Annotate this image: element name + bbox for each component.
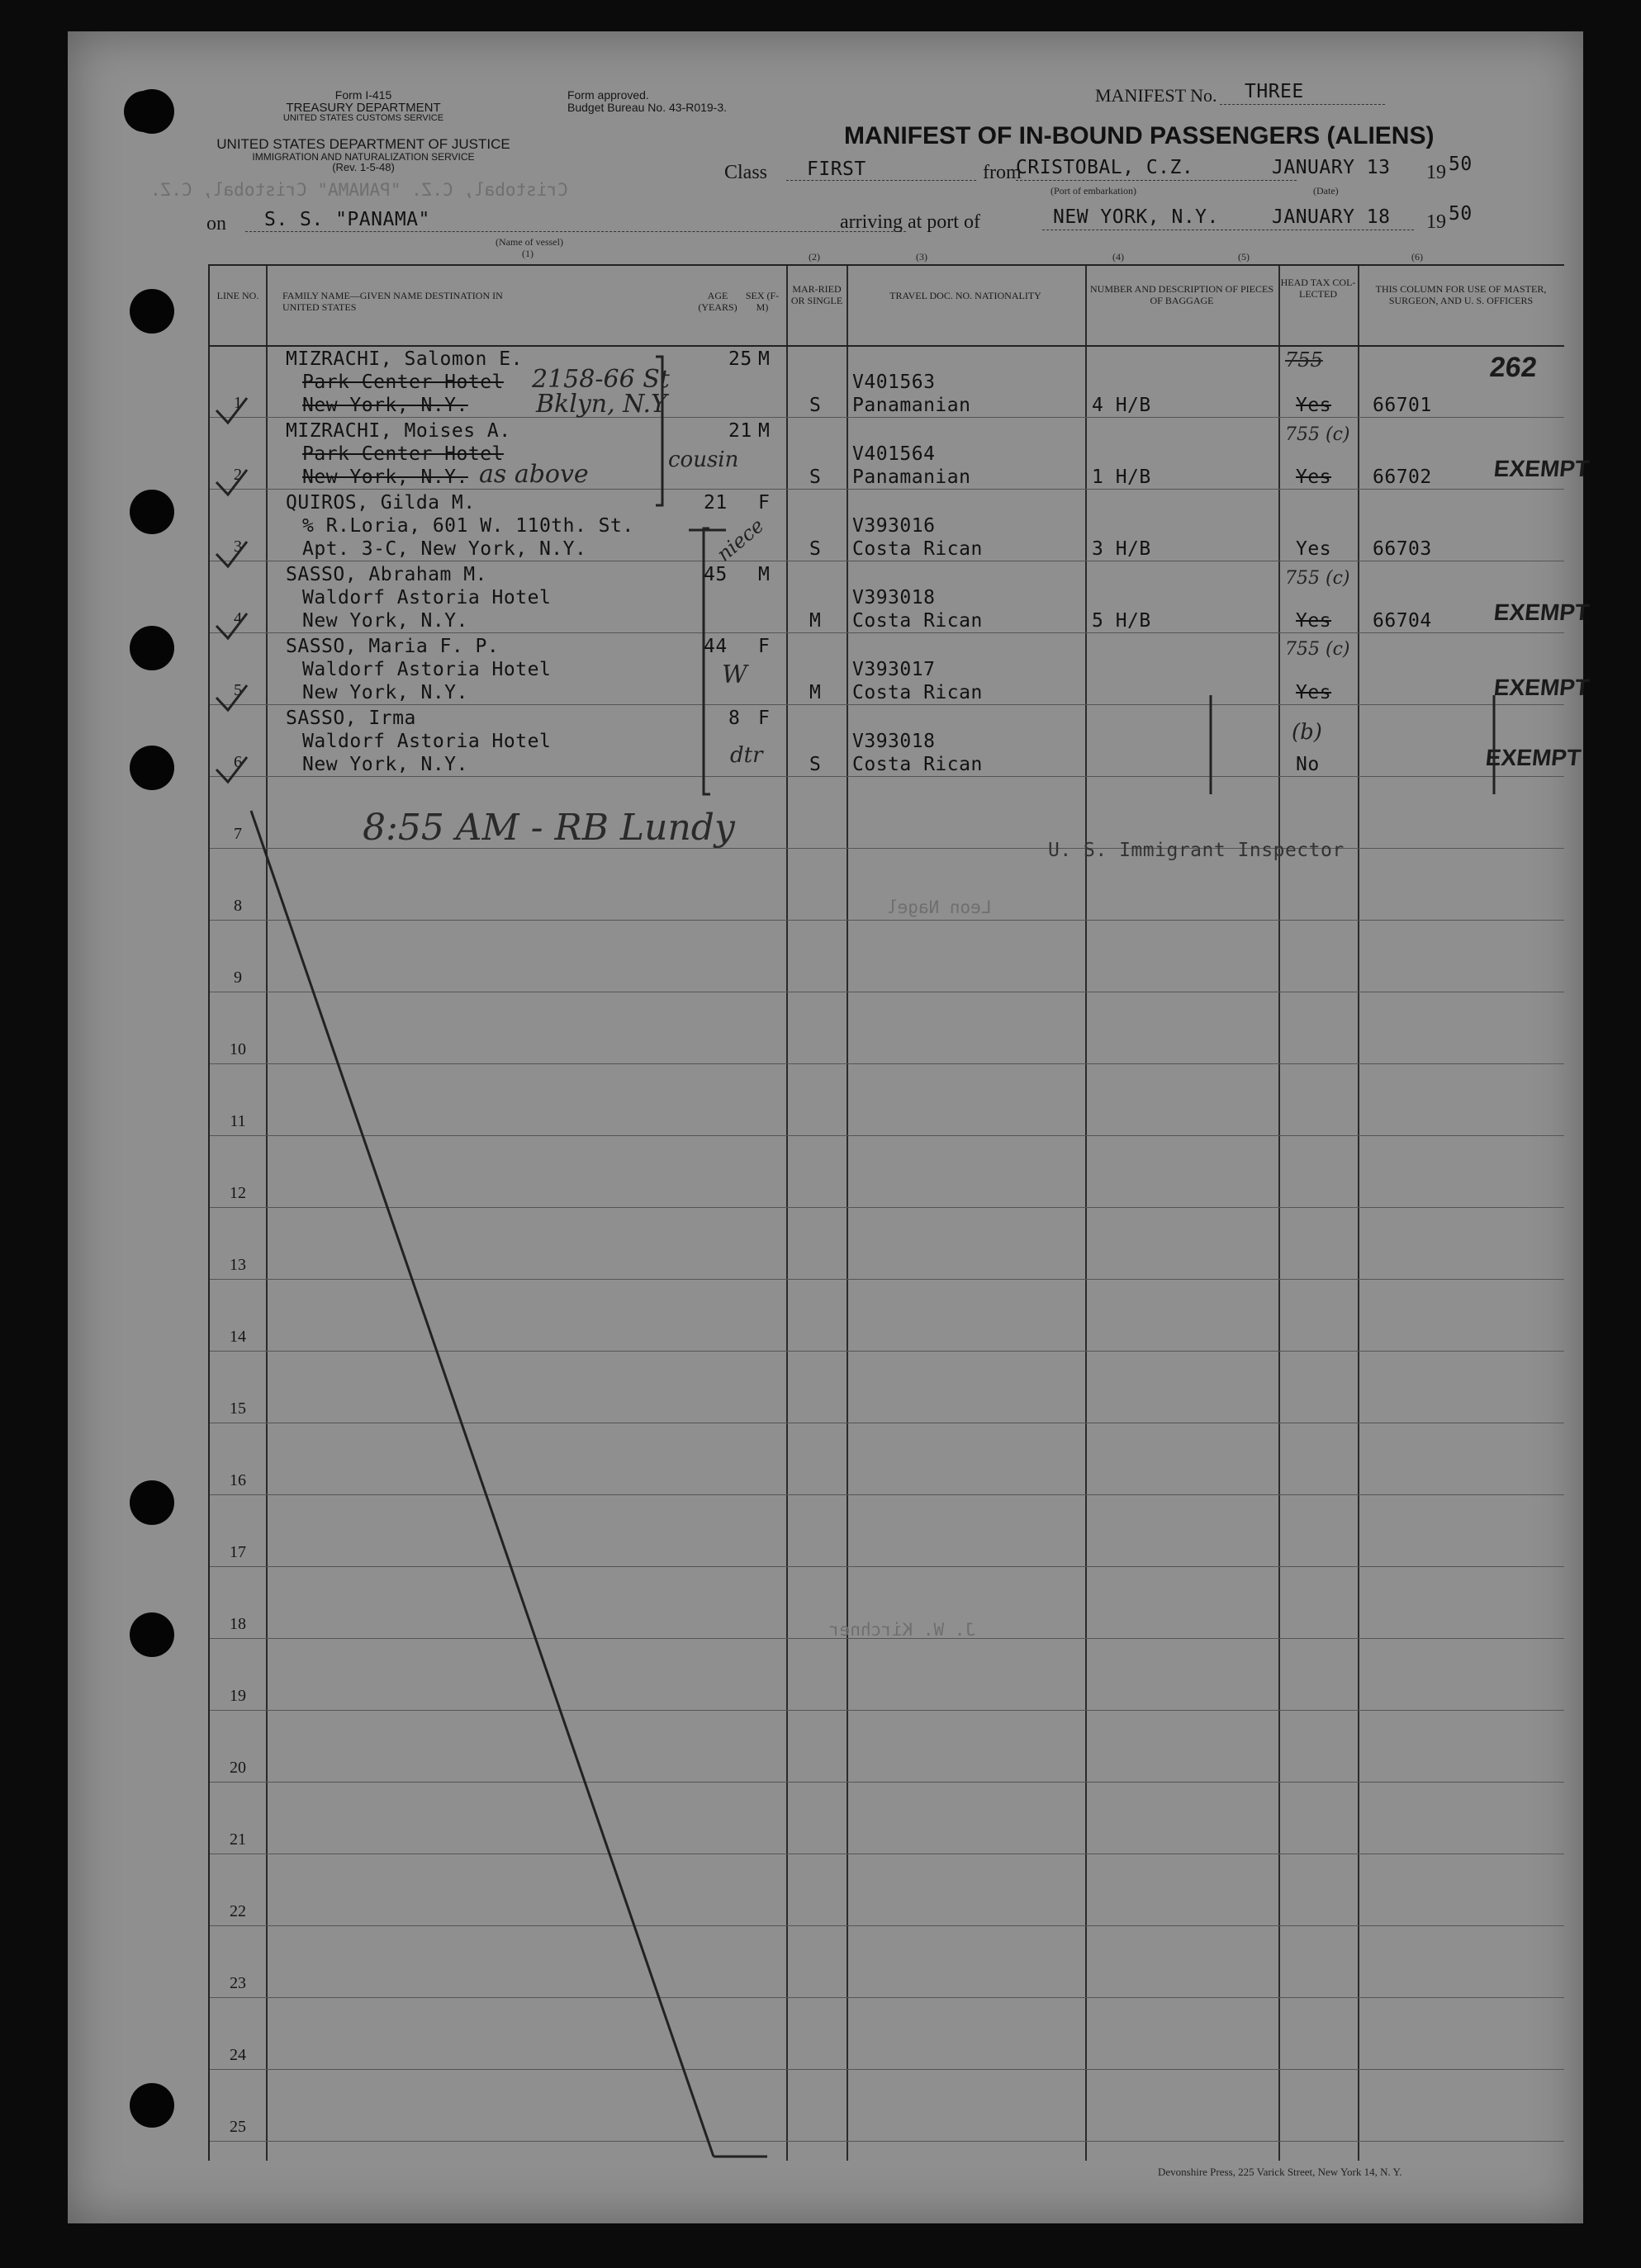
passenger-age: 25 [728,348,752,370]
passenger-baggage: 1 H/B [1092,466,1151,488]
passenger-age: 45 [704,564,728,585]
vessel-name: S. S. "PANAMA" [264,209,430,230]
line-number: 3 [234,537,242,556]
line-number: 21 [230,1830,246,1849]
row-rule [210,1710,1564,1711]
line-number: 25 [230,2118,246,2136]
vessel-rule [245,231,906,232]
col-divider [1278,266,1280,2161]
exempt-stamp: EXEMPT [1492,456,1591,481]
arriving-label: arriving at port of [840,211,980,233]
passenger-table [208,251,1591,2161]
line-number: 1 [234,394,242,412]
col-header-travel-doc: TRAVEL DOC. NO. NATIONALITY [889,290,1041,301]
vessel-col-number: (1) [522,248,534,259]
line-number: 22 [230,1902,246,1920]
handwritten-address: 2158-66 St [532,365,670,394]
passenger-age: 21 [704,492,728,514]
passenger-tax: Yes [1296,395,1332,416]
passenger-destination: New York, N.Y. [302,395,468,416]
passenger-destination: Park Center Hotel [302,372,504,393]
passenger-nationality: Costa Rican [852,682,983,703]
col-number-2: (2) [809,251,820,263]
row-rule [210,2069,1564,2070]
row-rule [210,1925,1564,1926]
form-approved: Form approved. [567,88,649,102]
passenger-sex: F [758,492,771,514]
passenger-name: SASSO, Abraham M. [286,564,487,585]
passenger-nationality: Costa Rican [852,754,983,775]
row-rule [210,704,1564,705]
revision: (Rev. 1-5-48) [332,161,395,174]
arrival-port: NEW YORK, N.Y. [1053,206,1219,228]
bleed-through-text: J. W. Kirchner [829,1620,976,1640]
passenger-age: 21 [728,420,752,442]
punch-hole [130,2083,174,2128]
row-rule [210,1566,1564,1567]
passenger-baggage: 3 H/B [1092,538,1151,560]
passenger-tax: No [1296,754,1320,775]
punch-hole [130,626,174,670]
passenger-destination: Waldorf Astoria Hotel [302,587,552,608]
passenger-destination: Waldorf Astoria Hotel [302,731,552,752]
passenger-destination: New York, N.Y. [302,466,468,488]
punch-hole [130,289,174,334]
punch-hole [130,490,174,534]
inspection-time-annotation: 8:55 AM - RB Lundy [363,807,735,849]
passenger-destination: New York, N.Y. [302,610,468,632]
approval-block [567,89,733,113]
line-number: 9 [234,968,242,987]
col-header-married: MAR-RIED OR SINGLE [790,283,843,306]
exempt-stamp: EXEMPT [1492,599,1591,625]
passenger-destination: Waldorf Astoria Hotel [302,659,552,680]
col-number-6: (6) [1411,251,1423,263]
binder-hole [124,91,165,132]
manifest-title: MANIFEST OF IN-BOUND PASSENGERS (ALIENS) [844,122,1435,149]
col-header-age: AGE (YEARS) [698,290,738,313]
passenger-tax: Yes [1296,538,1332,560]
passenger-nationality: Costa Rican [852,610,983,632]
budget-bureau: Budget Bureau No. 43-R019-3. [567,100,728,114]
relationship-note: cousin [668,447,739,472]
row-rule [210,920,1564,921]
passenger-age: 8 [728,708,741,729]
tax-note: (b) [1292,720,1322,745]
class-rule [786,180,976,181]
passenger-sex: M [758,420,771,442]
row-rule [210,417,1564,418]
line-number: 10 [230,1040,246,1058]
from-label: from [983,162,1022,183]
col-header-name: FAMILY NAME—GIVEN NAME DESTINATION IN UNITED STATES [282,290,503,313]
line-number: 4 [234,609,242,627]
tax-note: 755 (c) [1285,568,1350,589]
line-number: 15 [230,1399,246,1418]
line-number: 6 [234,753,242,771]
col-divider [1358,266,1359,2161]
departure-year-prefix: 19 [1426,162,1446,183]
manifest-no-value: THREE [1245,81,1304,102]
col-number-4: (4) [1112,251,1124,263]
passenger-doc: V393017 [852,659,936,680]
passenger-baggage: 4 H/B [1092,395,1151,416]
bleed-through-text: Leon Nagel [887,897,992,917]
officer-number: 66703 [1373,538,1432,560]
treasury-block [256,89,471,124]
header-bottom-rule [210,345,1564,347]
arrival-year-suffix: 50 [1449,203,1473,225]
passenger-destination: Park Center Hotel [302,443,504,465]
tax-note: 755 (c) [1285,639,1350,660]
class-label: Class [724,162,768,183]
line-number: 20 [230,1759,246,1777]
col-header-baggage: NUMBER AND DESCRIPTION OF PIECES OF BAGGAGE [1089,283,1274,306]
row-rule [210,1782,1564,1783]
manifest-no-rule [1220,104,1385,105]
line-number: 17 [230,1543,246,1561]
line-number: 13 [230,1256,246,1274]
col-divider [1085,266,1087,2161]
punch-hole [130,1612,174,1657]
from-value: CRISTOBAL, C.Z. [1016,157,1194,178]
passenger-tax: Yes [1296,610,1332,632]
passenger-sex: F [758,708,771,729]
punch-hole [130,1480,174,1525]
col-header-line-no: LINE NO. [216,290,259,301]
line-number: 2 [234,466,242,484]
row-rule [210,1494,1564,1495]
line-number: 14 [230,1328,246,1346]
passenger-doc: V393018 [852,587,936,608]
officer-number: 66701 [1373,395,1432,416]
relationship-note: dtr [730,743,763,768]
date-caption: (Date) [1313,185,1339,196]
line-number: 5 [234,681,242,699]
passenger-sex: M [758,348,771,370]
passenger-marital: M [809,610,822,632]
tax-note: 755 (c) [1285,424,1350,445]
form-number: Form I-415 [334,88,392,102]
passenger-doc: V393016 [852,515,936,537]
line-number: 24 [230,2046,246,2064]
row-rule [210,1279,1564,1280]
row-rule [210,1351,1564,1352]
row-rule [210,776,1564,777]
row-rule [210,1997,1564,1998]
ins-service: IMMIGRATION AND NATURALIZATION SERVICE [252,150,475,163]
passenger-marital: S [809,466,822,488]
col-header-head-tax: HEAD TAX COL-LECTED [1280,277,1356,300]
arrival-year-prefix: 19 [1426,211,1446,233]
line-number: 19 [230,1687,246,1705]
bleed-through-text: Cristobal, C.Z. "PANAMA" Cristobal, C.Z. [150,180,568,200]
line-number: 18 [230,1615,246,1633]
passenger-age: 44 [704,636,728,657]
line-number: 11 [230,1112,246,1130]
col-divider [266,266,268,2161]
col-divider [786,266,788,2161]
departure-year-suffix: 50 [1449,154,1473,175]
passenger-doc: V401564 [852,443,936,465]
passenger-destination: % R.Loria, 601 W. 110th. St. [302,515,634,537]
officer-number: 66704 [1373,610,1432,632]
passenger-marital: S [809,538,822,560]
line-number: 23 [230,1974,246,1992]
relationship-note: W [722,661,747,689]
passenger-name: SASSO, Maria F. P. [286,636,500,657]
exempt-stamp: EXEMPT [1484,745,1582,770]
passenger-sex: M [758,564,771,585]
justice-dept: UNITED STATES DEPARTMENT OF JUSTICE [216,136,510,152]
inspector-label: U. S. Immigrant Inspector [1048,840,1345,861]
line-number: 16 [230,1471,246,1489]
diagonal-cancel-line [251,811,714,2157]
col-divider [847,266,848,2161]
col-header-officers: THIS COLUMN FOR USE OF MASTER, SURGEON, AND U. S. OFFICERS [1375,283,1547,306]
tax-note: 755 [1285,348,1323,372]
embarkation-caption: (Port of embarkation) [1051,185,1136,196]
passenger-doc: V393018 [852,731,936,752]
passenger-tax: Yes [1296,682,1332,703]
col-header-sex: SEX (F-M) [745,290,780,313]
passenger-marital: S [809,754,822,775]
passenger-destination: New York, N.Y. [302,754,468,775]
row-rule [210,1063,1564,1064]
passenger-marital: M [809,682,822,703]
passenger-name: SASSO, Irma [286,708,416,729]
col-number-5: (5) [1238,251,1250,263]
customs-service: UNITED STATES CUSTOMS SERVICE [282,113,444,124]
handwritten-mark: 262 [1488,352,1539,383]
line-number: 7 [234,825,242,843]
arrival-date: JANUARY 18 [1272,206,1391,228]
treasury-dept: TREASURY DEPARTMENT [286,100,441,115]
passenger-tax: Yes [1296,466,1332,488]
exempt-stamp: EXEMPT [1492,675,1591,700]
relationship-note: niece [712,514,769,566]
passenger-nationality: Panamanian [852,395,971,416]
justice-block [206,137,520,173]
from-rule [1016,180,1297,181]
passenger-name: MIZRACHI, Salomon E. [286,348,523,370]
line-number: 8 [234,897,242,915]
passenger-sex: F [758,636,771,657]
handwritten-address: Bklyn, N.Y [536,390,667,419]
manifest-no-label: MANIFEST No. [1095,85,1217,106]
handwritten-address: as above [479,460,589,489]
on-label: on [206,213,226,234]
row-rule [210,2141,1564,2142]
vessel-caption: (Name of vessel) [496,236,563,248]
manifest-page [68,31,1591,2223]
passenger-name: QUIROS, Gilda M. [286,492,476,514]
passenger-marital: S [809,395,822,416]
passenger-nationality: Costa Rican [852,538,983,560]
row-rule [210,1207,1564,1208]
line-number: 12 [230,1184,246,1202]
row-rule [210,632,1564,633]
class-value: FIRST [807,159,866,180]
passenger-doc: V401563 [852,372,936,393]
punch-hole [130,746,174,790]
printer-credit: Devonshire Press, 225 Varick Street, New York 14, N. Y. [1158,2166,1402,2178]
departure-date: JANUARY 13 [1272,157,1391,178]
row-rule [210,1135,1564,1136]
passenger-name: MIZRACHI, Moises A. [286,420,511,442]
row-rule [210,489,1564,490]
passenger-nationality: Panamanian [852,466,971,488]
passenger-destination: New York, N.Y. [302,682,468,703]
passenger-destination: Apt. 3-C, New York, N.Y. [302,538,587,560]
officer-number: 66702 [1373,466,1432,488]
col-number-3: (3) [916,251,927,263]
passenger-baggage: 5 H/B [1092,610,1151,632]
